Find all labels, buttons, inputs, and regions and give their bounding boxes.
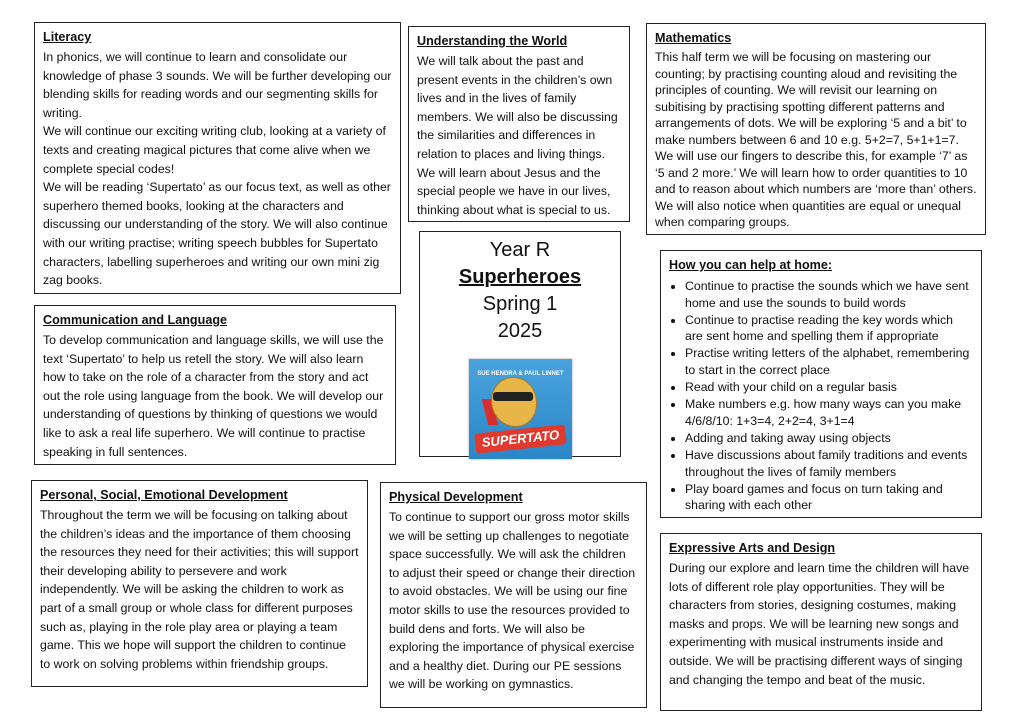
book-authors: SUE HENDRA & PAUL LINNET	[477, 371, 564, 377]
arts-text: During our explore and learn time the children will have lots of different role play opportunities. They will be characters from stories, designing costumes, making masks and props. We will be learning new songs and experimenting with musical instruments inside and outside. We will be practising different ways of singing and changing the tempo and beat of the music.	[669, 561, 970, 687]
literacy-paragraph-3: We will be reading ‘Supertato’ as our focus text, as well as other superhero themed books, looking at the characters and discussing our understanding of the story. We will also continue with our writing practise; writing speech bubbles for Supertato characters, labelling superheroes and writing our own mini zig zag books.	[43, 180, 391, 288]
communication-text: To develop communication and language skills, we will use the text ‘Supertato’ to help us retell the story. We will also learn how to take on the role of a character from the story and act out the role using language from the book. We will develop our understanding of questions by thinking of questions we would like to ask a real life superhero. We will continue to practise speaking in full sentences.	[43, 333, 384, 459]
potato-hero-shape	[491, 377, 537, 427]
world-text: We will talk about the past and present events in the children’s own lives and in the lives of family members. We will also be discussing the similarities and differences in relation to places and living things. We will learn about Jesus and the special people we have in our lives, thinking about what is special to us.	[417, 54, 618, 217]
help-list	[669, 278, 973, 514]
psed-section	[31, 480, 368, 687]
help-heading: How you can help at home:	[669, 258, 833, 272]
help-item: • Have discussions about family traditions and events throughout the lives of family members	[685, 447, 973, 480]
help-at-home-section	[660, 250, 982, 518]
physical-heading: Physical Development	[389, 490, 523, 504]
help-item: • Practise writing letters of the alphabet, remembering to start in the correct place	[685, 345, 973, 378]
year-label: Year R	[489, 239, 551, 261]
maths-heading: Mathematics	[655, 31, 732, 45]
psed-text: Throughout the term we will be focusing on talking about the children’s ideas and the importance of them choosing the resources they need for their activities; this will support their developing ability to persevere and work independently. We will be asking the children to work as part of a small group or whole class for different purposes such as, playing in the role play area or playing a team game. This we hope will support the children to continue to work on solving problems within friendship groups.	[40, 508, 359, 671]
literacy-heading: Literacy	[43, 30, 92, 44]
literacy-paragraph-1: In phonics, we will continue to learn and consolidate our knowledge of phase 3 sounds. We will be further developing our blending skills for reading words and our segmenting skills for writing.	[43, 50, 392, 120]
help-item: • Read with your child on a regular basis	[685, 379, 973, 396]
literacy-section	[34, 22, 401, 294]
year-date: 2025	[497, 320, 543, 342]
literacy-paragraph-2: We will continue our exciting writing club, looking at a variety of texts and creating magical pictures that come alive when we complete special codes!	[43, 124, 386, 176]
mathematics-section	[646, 23, 986, 235]
help-item: • Continue to practise the sounds which we have sent home and use the sounds to build words	[685, 278, 973, 311]
help-item: • Make numbers e.g. how many ways can you make 4/6/8/10: 1+3=4, 2+2=4, 3+1=4	[685, 396, 973, 429]
physical-development-section	[380, 482, 647, 708]
psed-heading: Personal, Social, Emotional Development	[40, 488, 288, 502]
term-label: Spring 1	[482, 293, 558, 315]
help-item: • Play board games and focus on turn taking and sharing with each other	[685, 481, 973, 514]
communication-language-section	[34, 305, 396, 465]
understanding-the-world-section	[408, 26, 630, 222]
arts-heading: Expressive Arts and Design	[669, 541, 836, 555]
communication-heading: Communication and Language	[43, 313, 228, 327]
expressive-arts-section	[660, 533, 982, 711]
help-item: • Adding and taking away using objects	[685, 430, 973, 447]
title-card	[419, 231, 621, 457]
physical-text: To continue to support our gross motor skills we will be setting up challenges to negotiate space successfully. We will ask the children to adjust their speed or change their direction to avoid obstacles. We will be using our fine motor skills to use the resources provided to build dens and forts. We will also be exploring the importance of physical exercise and a healthy diet. During our PE sessions we will be working on gymnastics.	[389, 510, 636, 692]
book-logo: SUPERTATO	[474, 424, 567, 453]
world-heading: Understanding the World	[417, 34, 568, 48]
mask-shape	[493, 392, 533, 401]
help-item: • Continue to practise reading the key words which are sent home and spelling them if appropriate	[685, 312, 973, 345]
supertato-book-cover-image	[469, 359, 572, 459]
maths-text: This half term we will be focusing on mastering our counting; by practising counting aloud and revisiting the principles of counting. We will revisit our learning on subitising by practising spotting different patterns and arrangements of dots. We will be exploring ‘5 and a bit’ to make numbers between 6 and 10 e.g. 5+2=7, 5+1+1=7. We will use our fingers to describe this, for example ‘7’ as ‘5 and 2 more.’ We will learn how to order quantities to 10 and to reason about which numbers are ‘more than’ others. We will also notice when quantities are equal or unequal when comparing groups.	[655, 50, 977, 229]
topic-title: Superheroes	[458, 266, 582, 288]
